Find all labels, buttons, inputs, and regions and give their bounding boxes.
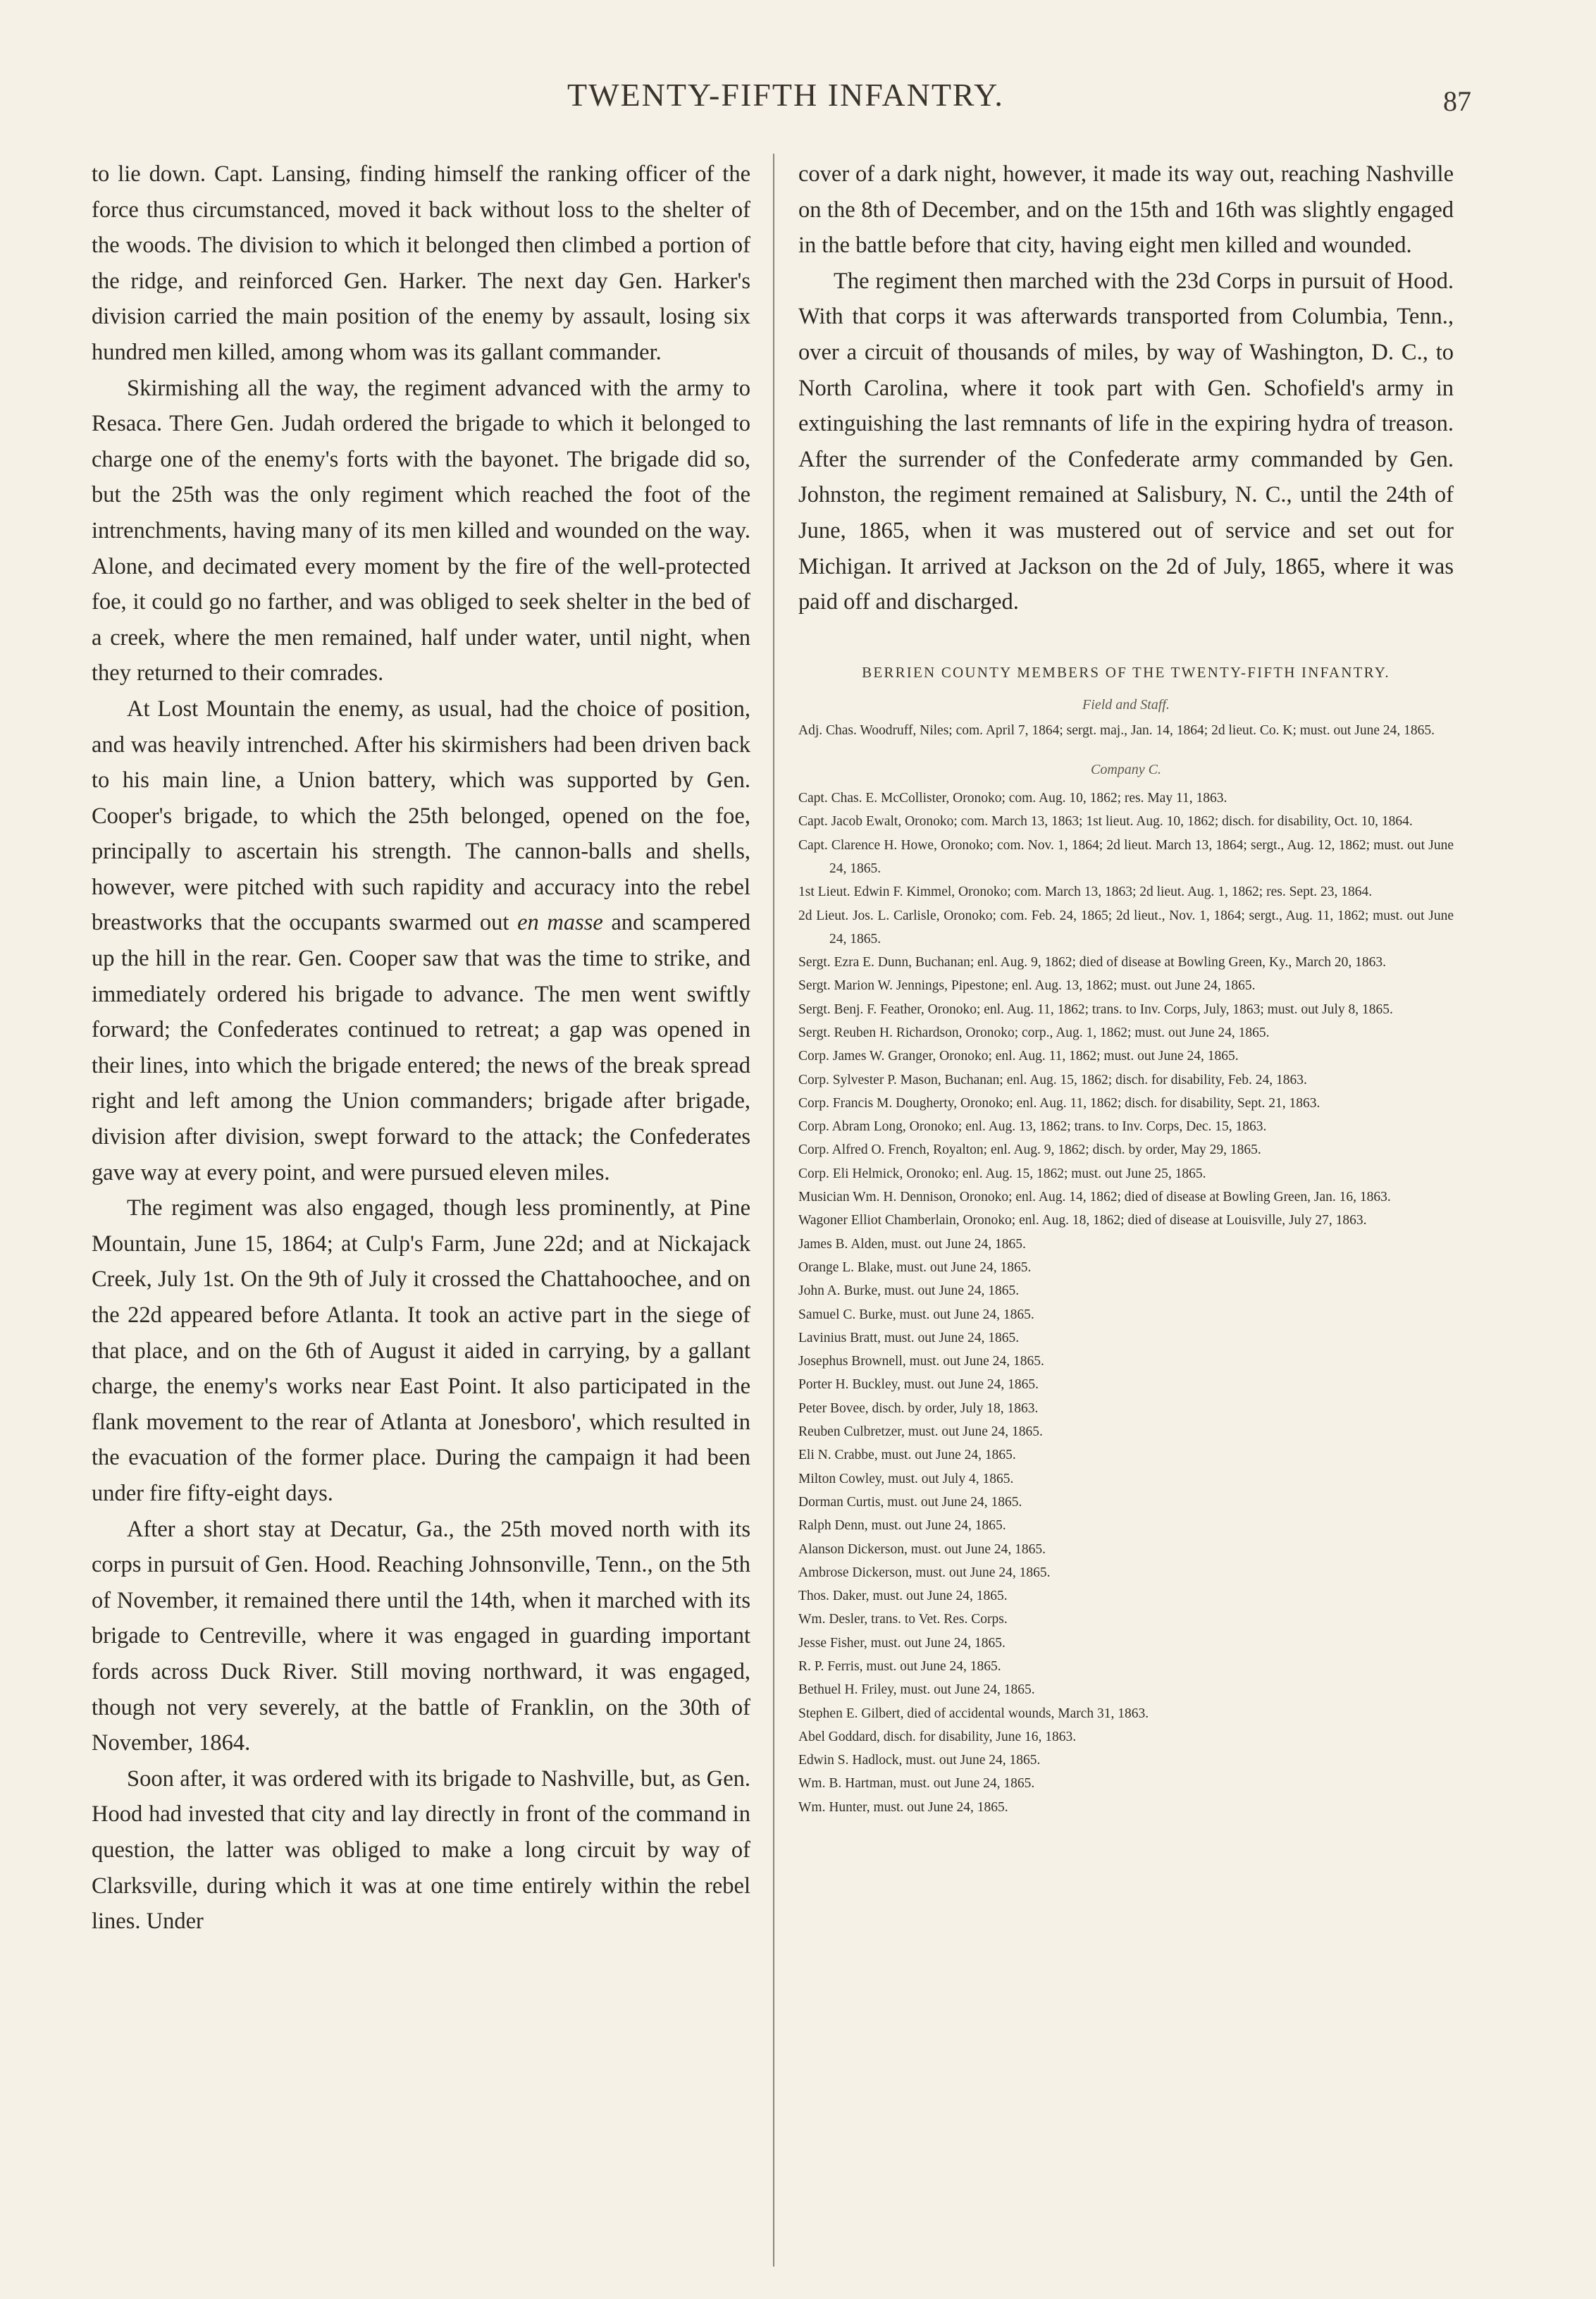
- roster-entry: Alanson Dickerson, must. out June 24, 1865.: [798, 1541, 1046, 1557]
- roster-entry: Thos. Daker, must. out June 24, 1865.: [798, 1589, 1008, 1604]
- italic-phrase: en masse: [517, 910, 603, 936]
- roster-entry: Sergt. Benj. F. Feather, Oronoko; enl. Aug. 11, 1862; trans. to Inv. Corps, July, 1863; must. out July 8, 1865.: [798, 1001, 1393, 1017]
- paragraph: Soon after, it was ordered with its brigade to Nashville, but, as Gen. Hood had invested that city and lay directly in front of the command in question, the latter was obliged to make a long circuit by way of Clarksville, during which it was at one time entirely within the rebel lines. Under: [92, 1765, 750, 1935]
- roster-entry: Eli N. Crabbe, must. out June 24, 1865.: [798, 1448, 1016, 1463]
- right-column: [798, 156, 1454, 1819]
- field-staff-heading: Field and Staff.: [1082, 696, 1170, 713]
- paragraph: [92, 691, 750, 1190]
- roster-entry: Corp. Eli Helmick, Oronoko; enl. Aug. 15, 1862; must. out June 25, 1865.: [798, 1166, 1206, 1181]
- narrative: [798, 156, 1454, 620]
- privates-list: [798, 1233, 1454, 1819]
- paragraph-text: At Lost Mountain the enemy, as usual, had the choice of position, and was heavily intrenched. After his skirmishers had been driven back to his main line, a Union battery, which was supported by Gen. Cooper's brigade, to which the 25th belonged, opened on the foe, principally to ascertain his strength. The cannon-balls and shells, however, were pitched with such rapidity and accuracy into the rebel breastworks that the occupants swarmed out: [92, 696, 750, 936]
- roster-entry: Musician Wm. H. Dennison, Oronoko; enl. Aug. 14, 1862; died of disease at Bowling Green, Jan. 16, 1863.: [798, 1190, 1391, 1205]
- page-number: 87: [1443, 85, 1471, 117]
- roster-entry: Samuel C. Burke, must. out June 24, 1865.: [798, 1307, 1034, 1322]
- roster-heading: BERRIEN COUNTY MEMBERS OF THE TWENTY-FIFTH INFANTRY.: [862, 663, 1390, 681]
- roster-entry: 1st Lieut. Edwin F. Kimmel, Oronoko; com. March 13, 1863; 2d lieut. Aug. 1, 1862; res. Sept. 23, 1864.: [798, 885, 1373, 900]
- page-header: [0, 76, 1596, 118]
- roster-entry: Reuben Culbretzer, must. out June 24, 1865.: [798, 1424, 1043, 1440]
- roster-entry: Wagoner Elliot Chamberlain, Oronoko; enl. Aug. 18, 1862; died of disease at Louisville, July 27, 1863.: [798, 1213, 1367, 1228]
- roster-entry: John A. Burke, must. out June 24, 1865.: [798, 1283, 1020, 1299]
- roster-entry: Corp. Abram Long, Oronoko; enl. Aug. 13, 1862; trans. to Inv. Corps, Dec. 15, 1863.: [798, 1119, 1267, 1135]
- company-c-heading: Company C.: [1091, 762, 1161, 778]
- company-c-list: [798, 787, 1454, 1233]
- roster-entry: Edwin S. Hadlock, must. out June 24, 1865.: [798, 1753, 1041, 1768]
- roster-entry: Ambrose Dickerson, must. out June 24, 1865.: [798, 1565, 1051, 1580]
- roster-entry: Capt. Clarence H. Howe, Oronoko; com. Nov. 1, 1864; 2d lieut. March 13, 1864; sergt., Aug. 12, 1862; must. out June 24, 1865.: [798, 837, 1454, 876]
- roster-entry: Dorman Curtis, must. out June 24, 1865.: [798, 1494, 1022, 1510]
- roster-entry: Corp. Alfred O. French, Royalton; enl. Aug. 9, 1862; disch. by order, May 29, 1865.: [798, 1142, 1261, 1158]
- roster-entry: Capt. Chas. E. McCollister, Oronoko; com. Aug. 10, 1862; res. May 11, 1863.: [798, 791, 1227, 806]
- left-column: [92, 156, 750, 1940]
- roster-entry: Corp. James W. Granger, Oronoko; enl. Aug. 11, 1862; must. out June 24, 1865.: [798, 1049, 1239, 1064]
- roster-entry: Wm. B. Hartman, must. out June 24, 1865.: [798, 1776, 1035, 1792]
- roster-entry: Porter H. Buckley, must. out June 24, 1865.: [798, 1377, 1039, 1393]
- column-divider: [773, 154, 774, 2267]
- roster-entry: James B. Alden, must. out June 24, 1865.: [798, 1236, 1026, 1252]
- roster-entry: Josephus Brownell, must. out June 24, 1865.: [798, 1354, 1044, 1369]
- roster-entry: Corp. Sylvester P. Mason, Buchanan; enl. Aug. 15, 1862; disch. for disability, Feb. 24, 1863.: [798, 1072, 1307, 1087]
- roster-entry: Bethuel H. Friley, must. out June 24, 1865.: [798, 1682, 1035, 1698]
- field-staff-list: [798, 719, 1454, 742]
- running-title: TWENTY-FIFTH INFANTRY.: [567, 77, 1004, 113]
- roster-entry: Lavinius Bratt, must. out June 24, 1865.: [798, 1330, 1020, 1345]
- paragraph: Skirmishing all the way, the regiment advanced with the army to Resaca. There Gen. Judah ordered the brigade to which it belonged to charge one of the enemy's forts with the bayonet. The brigade did so, but the 25th was the only regiment which reached the foot of the intrenchments, having many of its men killed and wounded on the way. Alone, and decimated every moment by the fire of the well-protected foe, it could go no farther, and was obliged to seek shelter in the bed of a creek, where the men remained, half under water, until night, when they returned to their comrades.: [92, 375, 750, 686]
- roster-entry: Stephen E. Gilbert, died of accidental wounds, March 31, 1863.: [798, 1706, 1149, 1721]
- roster-entry: Corp. Francis M. Dougherty, Oronoko; enl. Aug. 11, 1862; disch. for disability, Sept. 21, 1863.: [798, 1095, 1320, 1111]
- roster-entry: Sergt. Marion W. Jennings, Pipestone; enl. Aug. 13, 1862; must. out June 24, 1865.: [798, 978, 1256, 994]
- roster-entry: Adj. Chas. Woodruff, Niles; com. April 7, 1864; sergt. maj., Jan. 14, 1864; 2d lieut. Co. K; must. out June 24, 1865.: [798, 722, 1435, 738]
- paragraph: The regiment was also engaged, though less prominently, at Pine Mountain, June 15, 1864; at Culp's Farm, June 22d; and at Nickajack Creek, July 1st. On the 9th of July it crossed the Chattahoochee, and on the 22d appeared before Atlanta. It took an active part in the siege of that place, and on the 6th of August it aided in carrying, by a gallant charge, the enemy's works near East Point. It also participated in the flank movement to the rear of Atlanta at Jonesboro', which resulted in the evacuation of the former place. During the campaign it had been under fire fifty-eight days.: [92, 1195, 750, 1506]
- roster-entry: Jesse Fisher, must. out June 24, 1865.: [798, 1635, 1006, 1651]
- roster-entry: Abel Goddard, disch. for disability, June 16, 1863.: [798, 1729, 1077, 1744]
- paragraph: The regiment then marched with the 23d Corps in pursuit of Hood. With that corps it was afterwards transported from Columbia, Tenn., over a circuit of thousands of miles, by way of Washington, D. C., to North Carolina, where it took part with Gen. Schofield's army in extinguishing the last remnants of life in the expiring hydra of treason. After the surrender of the Confederate army commanded by Gen. Johnston, the regiment remained at Salisbury, N. C., until the 24th of June, 1865, when it was mustered out of service and set out for Michigan. It arrived at Jackson on the 2d of July, 1865, where it was paid off and discharged.: [798, 268, 1454, 615]
- roster-entry: 2d Lieut. Jos. L. Carlisle, Oronoko; com. Feb. 24, 1865; 2d lieut., Nov. 1, 1864; sergt., Aug. 11, 1862; must. out June 24, 1865.: [798, 908, 1454, 947]
- roster-entry: Wm. Hunter, must. out June 24, 1865.: [798, 1799, 1008, 1815]
- roster-entry: Capt. Jacob Ewalt, Oronoko; com. March 13, 1863; 1st lieut. Aug. 10, 1862; disch. for disability, Oct. 10, 1864.: [798, 814, 1413, 830]
- roster-entry: Wm. Desler, trans. to Vet. Res. Corps.: [798, 1612, 1008, 1627]
- roster-entry: Sergt. Reuben H. Richardson, Oronoko; corp., Aug. 1, 1862; must. out June 24, 1865.: [798, 1025, 1270, 1040]
- paragraph: cover of a dark night, however, it made its way out, reaching Nashville on the 8th of December, and on the 15th and 16th was slightly engaged in the battle before that city, having eight men killed and wounded.: [798, 161, 1454, 259]
- paragraph-text: and scampered up the hill in the rear. Gen. Cooper saw that was the time to strike, and immediately ordered his brigade to advance. The men went swiftly forward; the Confederates continued to retreat; a gap was opened in their lines, into which the brigade entered; the news of the break spread right and left among the Union commanders; brigade after brigade, division after division, swept forward to the attack; the Confederates gave way at every point, and were pursued eleven miles.: [92, 910, 750, 1185]
- roster-entry: Peter Bovee, disch. by order, July 18, 1863.: [798, 1400, 1039, 1416]
- roster-entry: R. P. Ferris, must. out June 24, 1865.: [798, 1659, 1001, 1674]
- roster-entry: Sergt. Ezra E. Dunn, Buchanan; enl. Aug. 9, 1862; died of disease at Bowling Green, Ky., March 20, 1863.: [798, 955, 1386, 970]
- roster-entry: Orange L. Blake, must. out June 24, 1865.: [798, 1259, 1032, 1275]
- roster-entry: Ralph Denn, must. out June 24, 1865.: [798, 1518, 1006, 1534]
- paragraph: to lie down. Capt. Lansing, finding himself the ranking officer of the force thus circumstanced, moved it back without loss to the shelter of the woods. The division to which it belonged then climbed a portion of the ridge, and reinforced Gen. Harker. The next day Gen. Harker's division carried the main position of the enemy by assault, losing six hundred men killed, among whom was its gallant commander.: [92, 161, 750, 365]
- paragraph: After a short stay at Decatur, Ga., the 25th moved north with its corps in pursuit of Gen. Hood. Reaching Johnsonville, Tenn., on the 5th of November, it remained there until the 14th, when it marched with its brigade to Centreville, where it was engaged in guarding important fords across Duck River. Still moving northward, it was engaged, though not very severely, at the battle of Franklin, on the 30th of November, 1864.: [92, 1516, 750, 1756]
- roster-entry: Milton Cowley, must. out July 4, 1865.: [798, 1471, 1014, 1486]
